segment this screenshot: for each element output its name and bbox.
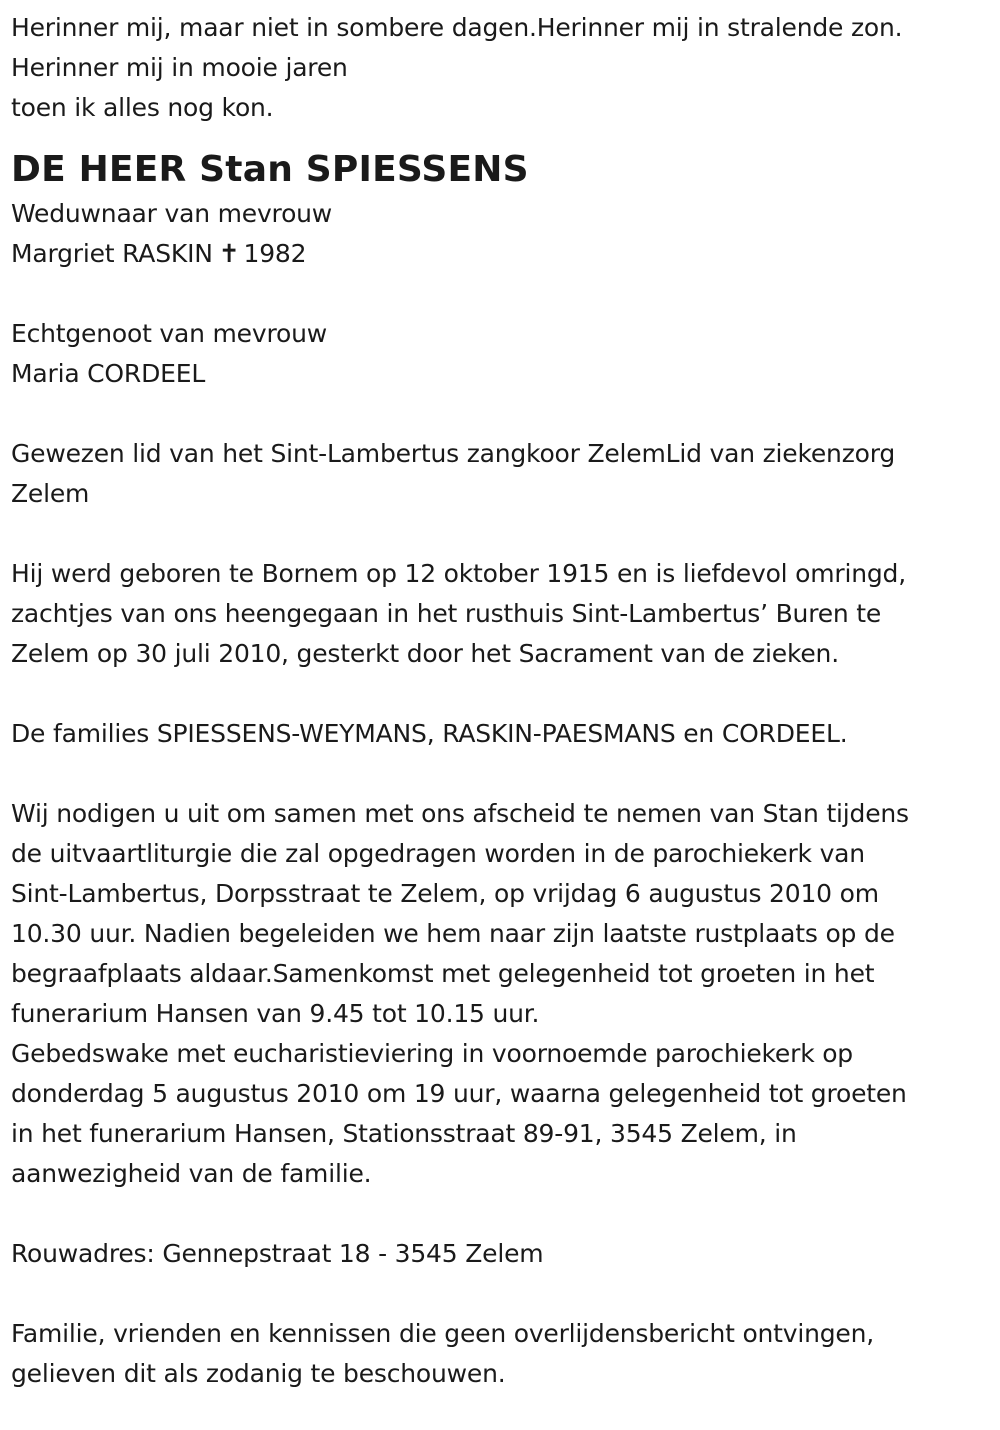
membership-line: Gewezen lid van het Sint-Lambertus zangkoor ZelemLid van ziekenzorg (11, 439, 896, 468)
families-line: De families SPIESSENS-WEYMANS, RASKIN-PAESMANS en CORDEEL. (11, 719, 848, 748)
invitation-block (11, 794, 990, 1194)
invitation-line: de uitvaartliturgie die zal opgedragen worden in de parochiekerk van (11, 839, 865, 868)
invitation-line: donderdag 5 augustus 2010 om 19 uur, waarna gelegenheid tot groeten (11, 1079, 907, 1108)
spacer (11, 754, 990, 794)
birth-death-line: Hij werd geboren te Bornem op 12 oktober 1915 en is liefdevol omringd, (11, 559, 906, 588)
closing-block (11, 1314, 990, 1394)
invitation-line: funerarium Hansen van 9.45 tot 10.15 uur. (11, 999, 540, 1028)
spacer (11, 274, 990, 314)
invitation-line: aanwezigheid van de familie. (11, 1159, 372, 1188)
poem-line: Herinner mij in mooie jaren (11, 53, 348, 82)
spouse-name: Maria CORDEEL (11, 359, 206, 388)
invitation-line: Gebedswake met eucharistieviering in voornoemde parochiekerk op (11, 1039, 853, 1068)
invitation-line: Wij nodigen u uit om samen met ons afscheid te nemen van Stan tijdens (11, 799, 909, 828)
invitation-line: in het funerarium Hansen, Stationsstraat 89-91, 3545 Zelem, in (11, 1119, 797, 1148)
closing-line: Familie, vrienden en kennissen die geen overlijdensbericht ontvingen, (11, 1319, 875, 1348)
spacer (11, 674, 990, 714)
birth-death-line: zachtjes van ons heengegaan in het rusthuis Sint-Lambertus’ Buren te (11, 599, 882, 628)
widower-block (11, 194, 990, 274)
widower-label: Weduwnaar van mevrouw (11, 199, 333, 228)
poem-line: Herinner mij, maar niet in sombere dagen.Herinner mij in stralende zon. (11, 13, 903, 42)
spacer (11, 1194, 990, 1234)
invitation-line: Sint-Lambertus, Dorpsstraat te Zelem, op vrijdag 6 augustus 2010 om (11, 879, 879, 908)
death-year: 1982 (243, 239, 307, 268)
invitation-line: 10.30 uur. Nadien begeleiden we hem naar zijn laatste rustplaats op de (11, 919, 895, 948)
spacer (11, 394, 990, 434)
late-wife-line (11, 234, 990, 274)
spouse-block (11, 314, 990, 394)
birth-death-block (11, 554, 990, 674)
cross-icon: ✝ (218, 239, 240, 268)
spacer (11, 1274, 990, 1314)
birth-death-line: Zelem op 30 juli 2010, gesterkt door het Sacrament van de zieken. (11, 639, 839, 668)
mourning-address: Rouwadres: Gennepstraat 18 - 3545 Zelem (11, 1239, 544, 1268)
spacer (11, 514, 990, 554)
spouse-label: Echtgenoot van mevrouw (11, 319, 327, 348)
deceased-name: DE HEER Stan SPIESSENS (11, 149, 529, 190)
membership-block (11, 434, 990, 514)
invitation-line: begraafplaats aldaar.Samenkomst met gelegenheid tot groeten in het (11, 959, 875, 988)
closing-line: gelieven dit als zodanig te beschouwen. (11, 1359, 506, 1388)
poem (11, 8, 990, 128)
poem-line: toen ik alles nog kon. (11, 93, 274, 122)
membership-line: Zelem (11, 479, 90, 508)
late-wife-name: Margriet RASKIN (11, 239, 213, 268)
